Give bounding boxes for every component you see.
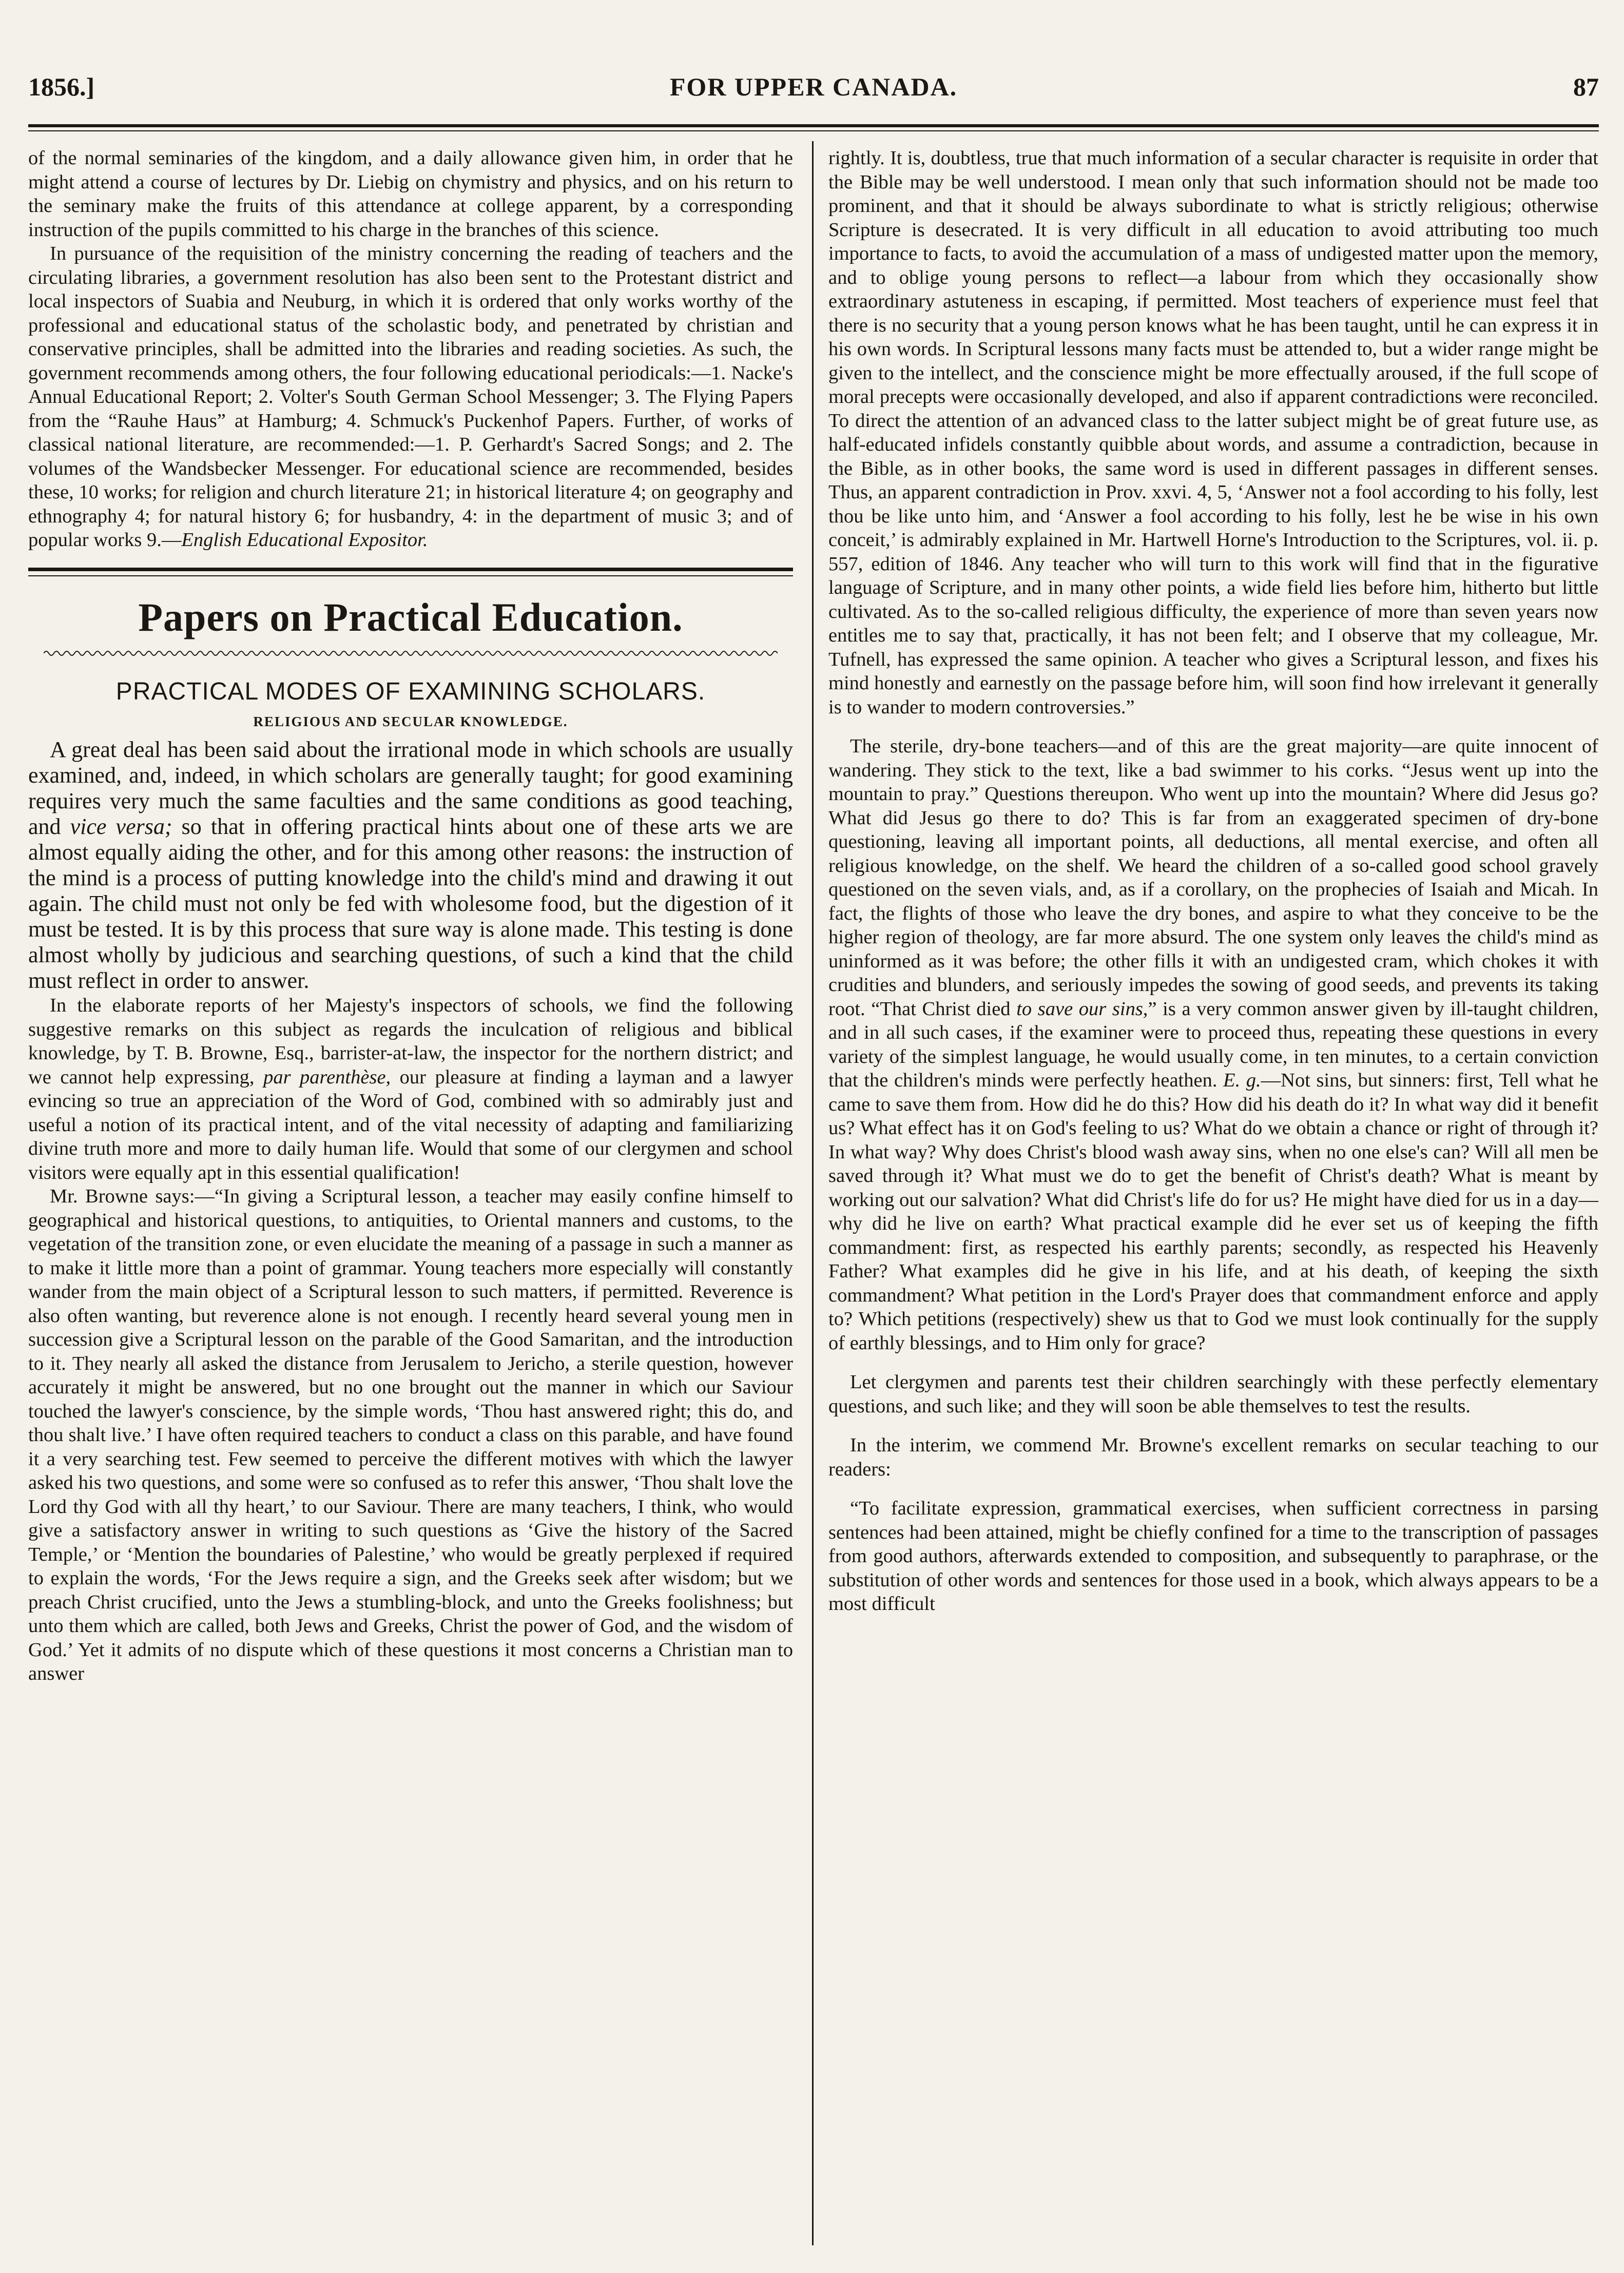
paragraph-text: The sterile, dry-bone teachers—and of this are the great majority—are quite innocent of wandering. They stick to the text, like a bad swimmer to his corks. “Jesus went up into the mountain to pray.” Questions thereupon. Who went up into the mountain? Where did Jesus go? What did Jesus go there to do? This is far from an exaggerated specimen of dry-bone questioning, leaving all important points, all deductions, all mental exercise, and often all religious knowledge, on the shelf. We heard the children of a so-called good school gravely questioned on the seven vials, and, as if a corollary, on the prophecies of Isaiah and Micah. In fact, the flights of those who leave the dry bones, and aspire to what they conceive to be the higher region of theology, are far more absurd. The one system only leaves the child's mind as uninformed as it was before; the other fills it with an undigested cram, which chokes it with crudities and blunders, and seriously impedes the sowing of good seeds, and prevents its taking root. “That Christ died [828,735,1598,1020]
column-divider [812,141,814,2245]
paragraph: Let clergymen and parents test their children searchingly with these perfectly elementary questions, and such like; and they will soon be able themselves to test the results. [828,1371,1598,1417]
header-rule-thick [28,124,1599,127]
paragraph: rightly. It is, doubtless, true that much information of a secular character is requisite in order that the Bible may be well understood. I mean only that such information should not be made too prominent, and that it should be always subordinate to what is strictly religious; otherwise Scripture is desecrated. It is very difficult in all education to avoid attributing too much importance to facts, to avoid the accumulation of a mass of undigested matter upon the memory, and to oblige young persons to reflect—a labour from which they occasionally show extraordinary astuteness in escaping, if permitted. Most teachers of experience must feel that there is no security that a young person knows what he has been taught, until he can express it in his own words. In Scriptural lessons many facts must be attended to, but a wider range might be given to the intellect, and the conscience might be more effectually aroused, if the full scope of moral precepts were occasionally developed, and also if apparent contradictions were reconciled. To direct the attention of an advanced class to the latter subject might be of great future use, as half-educated infidels constantly quibble about words, and assume a contradiction, because in the Bible, as in other books, the same word is used in different passages in different senses. Thus, an apparent contradiction in Prov. xxvi. 4, 5, ‘Answer not a fool according to his folly, lest thou be like unto him, and ‘Answer a fool according to his folly, lest he be wise in his own conceit,’ is admirably explained in Mr. Hartwell Horne's Introduction to the Scriptures, vol. ii. p. 557, edition of 1846. Any teacher who will turn to this work will find that in the figurative language of Scripture, and in many other points, a wide field lies before him, hitherto but little cultivated. As to the so-called religious difficulty, the experience of more than seven years now entitles me to say that, practically, it has not been felt; and I observe that my colleague, Mr. Tufnell, has expressed the same opinion. A teacher who gives a Scriptural lesson, and fixes his mind honestly and earnestly on the passage before him, will soon find how irrelevant it generally is to wander to modern controversies.” [828,147,1598,718]
page-header [28,72,1599,118]
paragraph-text: In the elaborate reports of her Majesty's inspectors of schools, we find the following suggestive remarks on this subject as regards the inculcation of religious and biblical knowledge, by T. B. Browne, Esq., barrister-at-law, the inspector for the northern district; and we cannot help expressing, [28,995,793,1088]
paragraph: Mr. Browne says:—“In giving a Scriptural lesson, a teacher may easily confine himself to geographical and historical questions, to antiquities, to Oriental manners and customs, to the vegetation of the transition zone, or even elucidate the meaning of a passage in such a manner as to make it little more than a point of grammar. Young teachers more especially will constantly wander from the main object of a Scriptural lesson to such matters, if permitted. Reverence is also often wanting, but reverence alone is not enough. I recently heard several young men in succession give a Scriptural lesson on the parable of the Good Samaritan, and the introduction to it. They nearly all asked the distance from Jerusalem to Jericho, a sterile question, however accurately it might be answered, but no one brought out the manner in which our Saviour touched the lawyer's conscience, by the simple words, ‘Thou hast answered right; this do, and thou shalt live.’ I have often required teachers to conduct a class on this parable, and have found it a very searching test. Few seemed to perceive the different motives with which the lawyer asked his two questions, and some were so confused as to refer this answer, ‘Thou shalt love the Lord thy God with all thy heart,’ to our Saviour. There are many teachers, I think, who would give a satisfactory answer in writing to such questions as ‘Give the history of the Sacred Temple,’ or ‘Mention the boundaries of Palestine,’ who would be greatly perplexed if required to explain the words, ‘For the Jews require a sign, and the Greeks seek after wisdom; but we preach Christ crucified, unto the Jews a stumbling-block, and unto the Greeks foolishness; but unto them which are called, both Jews and Greeks, Christ the power of God, and the wisdom of God.’ Yet it admits of no dispute which of these questions it most concerns a Christian man to answer [28,1186,793,1684]
section-rule-thin [28,575,793,576]
header-rule-thin [28,130,1599,131]
italic-phrase: E. g. [1223,1070,1261,1091]
paragraph-text: so that in offering practical hints about one of these arts we are almost equally aiding the other, and for this among other reasons: the instruction of the mind is a process of putting knowledge into the child's mind and drawing it out again. The child must not only be fed with wholesome food, but the digestion of it must be tested. It is by this process that sure way is alone made. This testing is done almost wholly by judicious and searching questions, of such a kind that the child must reflect in order to answer. [28,814,793,993]
page-number: 87 [1573,72,1599,101]
wavy-divider [44,649,778,657]
paragraph-text: —Not sins, but sinners: first, Tell what he came to save them from. How did he do this? How did his death do it? In what way did it benefit us? What effect has it on God's feeling to us? What do we obtain a chance or right of through it? In what way? Why does Christ's blood wash away sins, when no one else's can? Will all men be saved through it? What must we do to get the benefit of Christ's death? What is meant by working out our salvation? What did Christ's life do for us? He might have died for us in a day—why did he live on earth? What practical example did he ever set us of keeping the fifth commandment: first, as respected his earthly parents; secondly, as respected his Heavenly Father? What examples did he give in his life, and at his death, of keeping the sixth commandment? What petition in the Lord's Prayer does that commandment enforce and apply to? Which petitions (respectively) shew us that to God we must look continually for the supply of earthly blessings, and to Him only for grace? [828,1070,1599,1354]
header-date: 1856.] [28,72,95,101]
paragraph: In the interim, we commend Mr. Browne's excellent remarks on secular teaching to our readers: [828,1434,1598,1480]
section-heading: Papers on Practical Education. [138,594,683,639]
paragraph-text: ” is a very common answer given by ill-taught children, and in all such cases, if the examiner were to proceed thus, repeating these questions in every variety of the simplest language, he would usually come, in ten minutes, to a certain conviction that the children's minds were perfectly heathen. [828,998,1598,1091]
paragraph [28,242,793,552]
right-column [828,146,1598,1616]
paragraph-text: A great deal has been said about the irrational mode in which schools are usually examined, and, indeed, in which scholars are generally taught; for good examining requires very much the same faculties and the same conditions as good teaching, and [28,737,793,839]
paragraph [28,994,793,1184]
paragraph [828,734,1598,1355]
article-subtitle: RELIGIOUS AND SECULAR KNOWLEDGE. [253,714,568,729]
paragraph: of the normal seminaries of the kingdom, and a daily allowance given him, in order that he might attend a course of lectures by Dr. Liebig on chymistry and physics, and on his return to the seminary make the fruits of this attendance at college apparent, by a corresponding instruction of the pupils committed to his charge in the branches of this science. [28,147,793,241]
italic-phrase: par parenthèse, [263,1066,391,1088]
paragraph-text: our pleasure at finding a layman and a lawyer evincing so true an appreciation of the Word of God, combined with so admirably just and useful a notion of its practical intent, and of the vital necessity of adapting and familiarizing divine truth more and more to daily human life. Would that some of our clergymen and school visitors were equally apt in this essential qualification! [28,1066,794,1183]
left-column [28,146,793,1686]
section-rule [28,568,793,571]
italic-phrase: to save our sins, [1016,998,1148,1020]
paragraph-text: In pursuance of the requisition of the ministry concerning the reading of teachers and the circulating libraries, a government resolution has also been sent to the Protestant district and local inspectors of Suabia and Neuburg, in which it is ordered that only works worthy of the professional and educational status of the scholastic body, and penetrated by christian and conservative principles, shall be admitted into the libraries and reading societies. As such, the government recommends among others, the four following educational periodicals:—1. Nacke's Annual Educational Report; 2. Volter's South German School Messenger; 3. The Flying Papers from the “Rauhe Haus” at Hamburg; 4. Schmuck's Puckenhof Papers. Further, of works of classical national literature, are recommended:—1. P. Gerhardt's Sacred Songs; and 2. The volumes of the Wandsbecker Messenger. For educational science are recommended, besides these, 10 works; for religion and church literature 21; in historical literature 4; on geography and ethnography 4; for natural history 6; for husbandry, 4: in the department of music 3; and of popular works 9.— [28,243,793,551]
source-citation: English Educational Expositor. [181,529,428,551]
header-title: FOR UPPER CANADA. [669,72,958,101]
paragraph [28,737,793,994]
article-title: PRACTICAL MODES OF EXAMINING SCHOLARS. [115,678,706,705]
paragraph: “To facilitate expression, grammatical exercises, when sufficient correctness in parsing sentences had been attained, might be chiefly confined for a time to the transcription of passages from good authors, afterwards extended to composition, and subsequently to paraphrase, or the substitution of other words and sentences for those used in a book, which always appears to be a most difficult [828,1498,1598,1615]
italic-phrase: vice versa; [70,814,172,839]
